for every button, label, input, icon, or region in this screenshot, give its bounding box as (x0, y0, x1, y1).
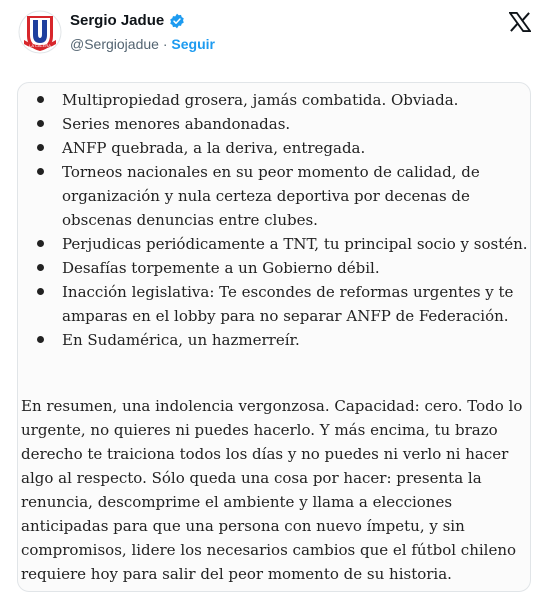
handle-row (70, 36, 215, 52)
list-item: Inacción legislativa: Te escondes de reformas urgentes y te amparas en el lobby para no separar ANFP de Federación. (28, 280, 528, 328)
author-row (70, 12, 185, 29)
author-name[interactable]: Sergio Jadue (70, 12, 165, 29)
x-logo-icon[interactable] (509, 12, 531, 32)
separator-dot: · (162, 36, 168, 52)
tweet-header (0, 0, 549, 70)
list-item: Desafías torpemente a un Gobierno débil. (28, 256, 528, 280)
list-item: Multipropiedad grosera, jamás combatida. Obviada. (28, 88, 528, 112)
list-item: ANFP quebrada, a la deriva, entregada. (28, 136, 528, 160)
club-crest-avatar[interactable] (18, 10, 62, 54)
list-item: Perjudicas periódicamente a TNT, tu principal socio y sostén. (28, 232, 528, 256)
bullet-list (28, 88, 528, 352)
author-handle[interactable]: @Sergiojadue (70, 36, 159, 52)
verified-badge-icon (169, 13, 185, 29)
summary-paragraph: En resumen, una indolencia vergonzosa. Capacidad: cero. Todo lo urgente, no quieres ni puedes hacerlo. Y más encima, tu brazo derecho te traiciona todos los días y no puedes ni verlo ni hacer algo al respecto. Sólo queda una cosa por hacer: presenta la renuncia, descomprime el ambiente y llama a elecciones anticipadas para que una persona con nuevo ímpetu, y sin compromisos, lidere los necesarios cambios que el fútbol chileno requiere hoy para salir del peor momento de su historia. (21, 397, 523, 583)
list-item: Series menores abandonadas. (28, 112, 528, 136)
list-item: Torneos nacionales en su peor momento de calidad, de organización y nula certeza deportiva por decenas de obscenas denuncias entre clubes. (28, 160, 528, 232)
follow-button[interactable]: Seguir (171, 36, 215, 52)
list-item: En Sudamérica, un hazmerreír. (28, 328, 528, 352)
avatar-text: LA CALERA (29, 43, 51, 48)
